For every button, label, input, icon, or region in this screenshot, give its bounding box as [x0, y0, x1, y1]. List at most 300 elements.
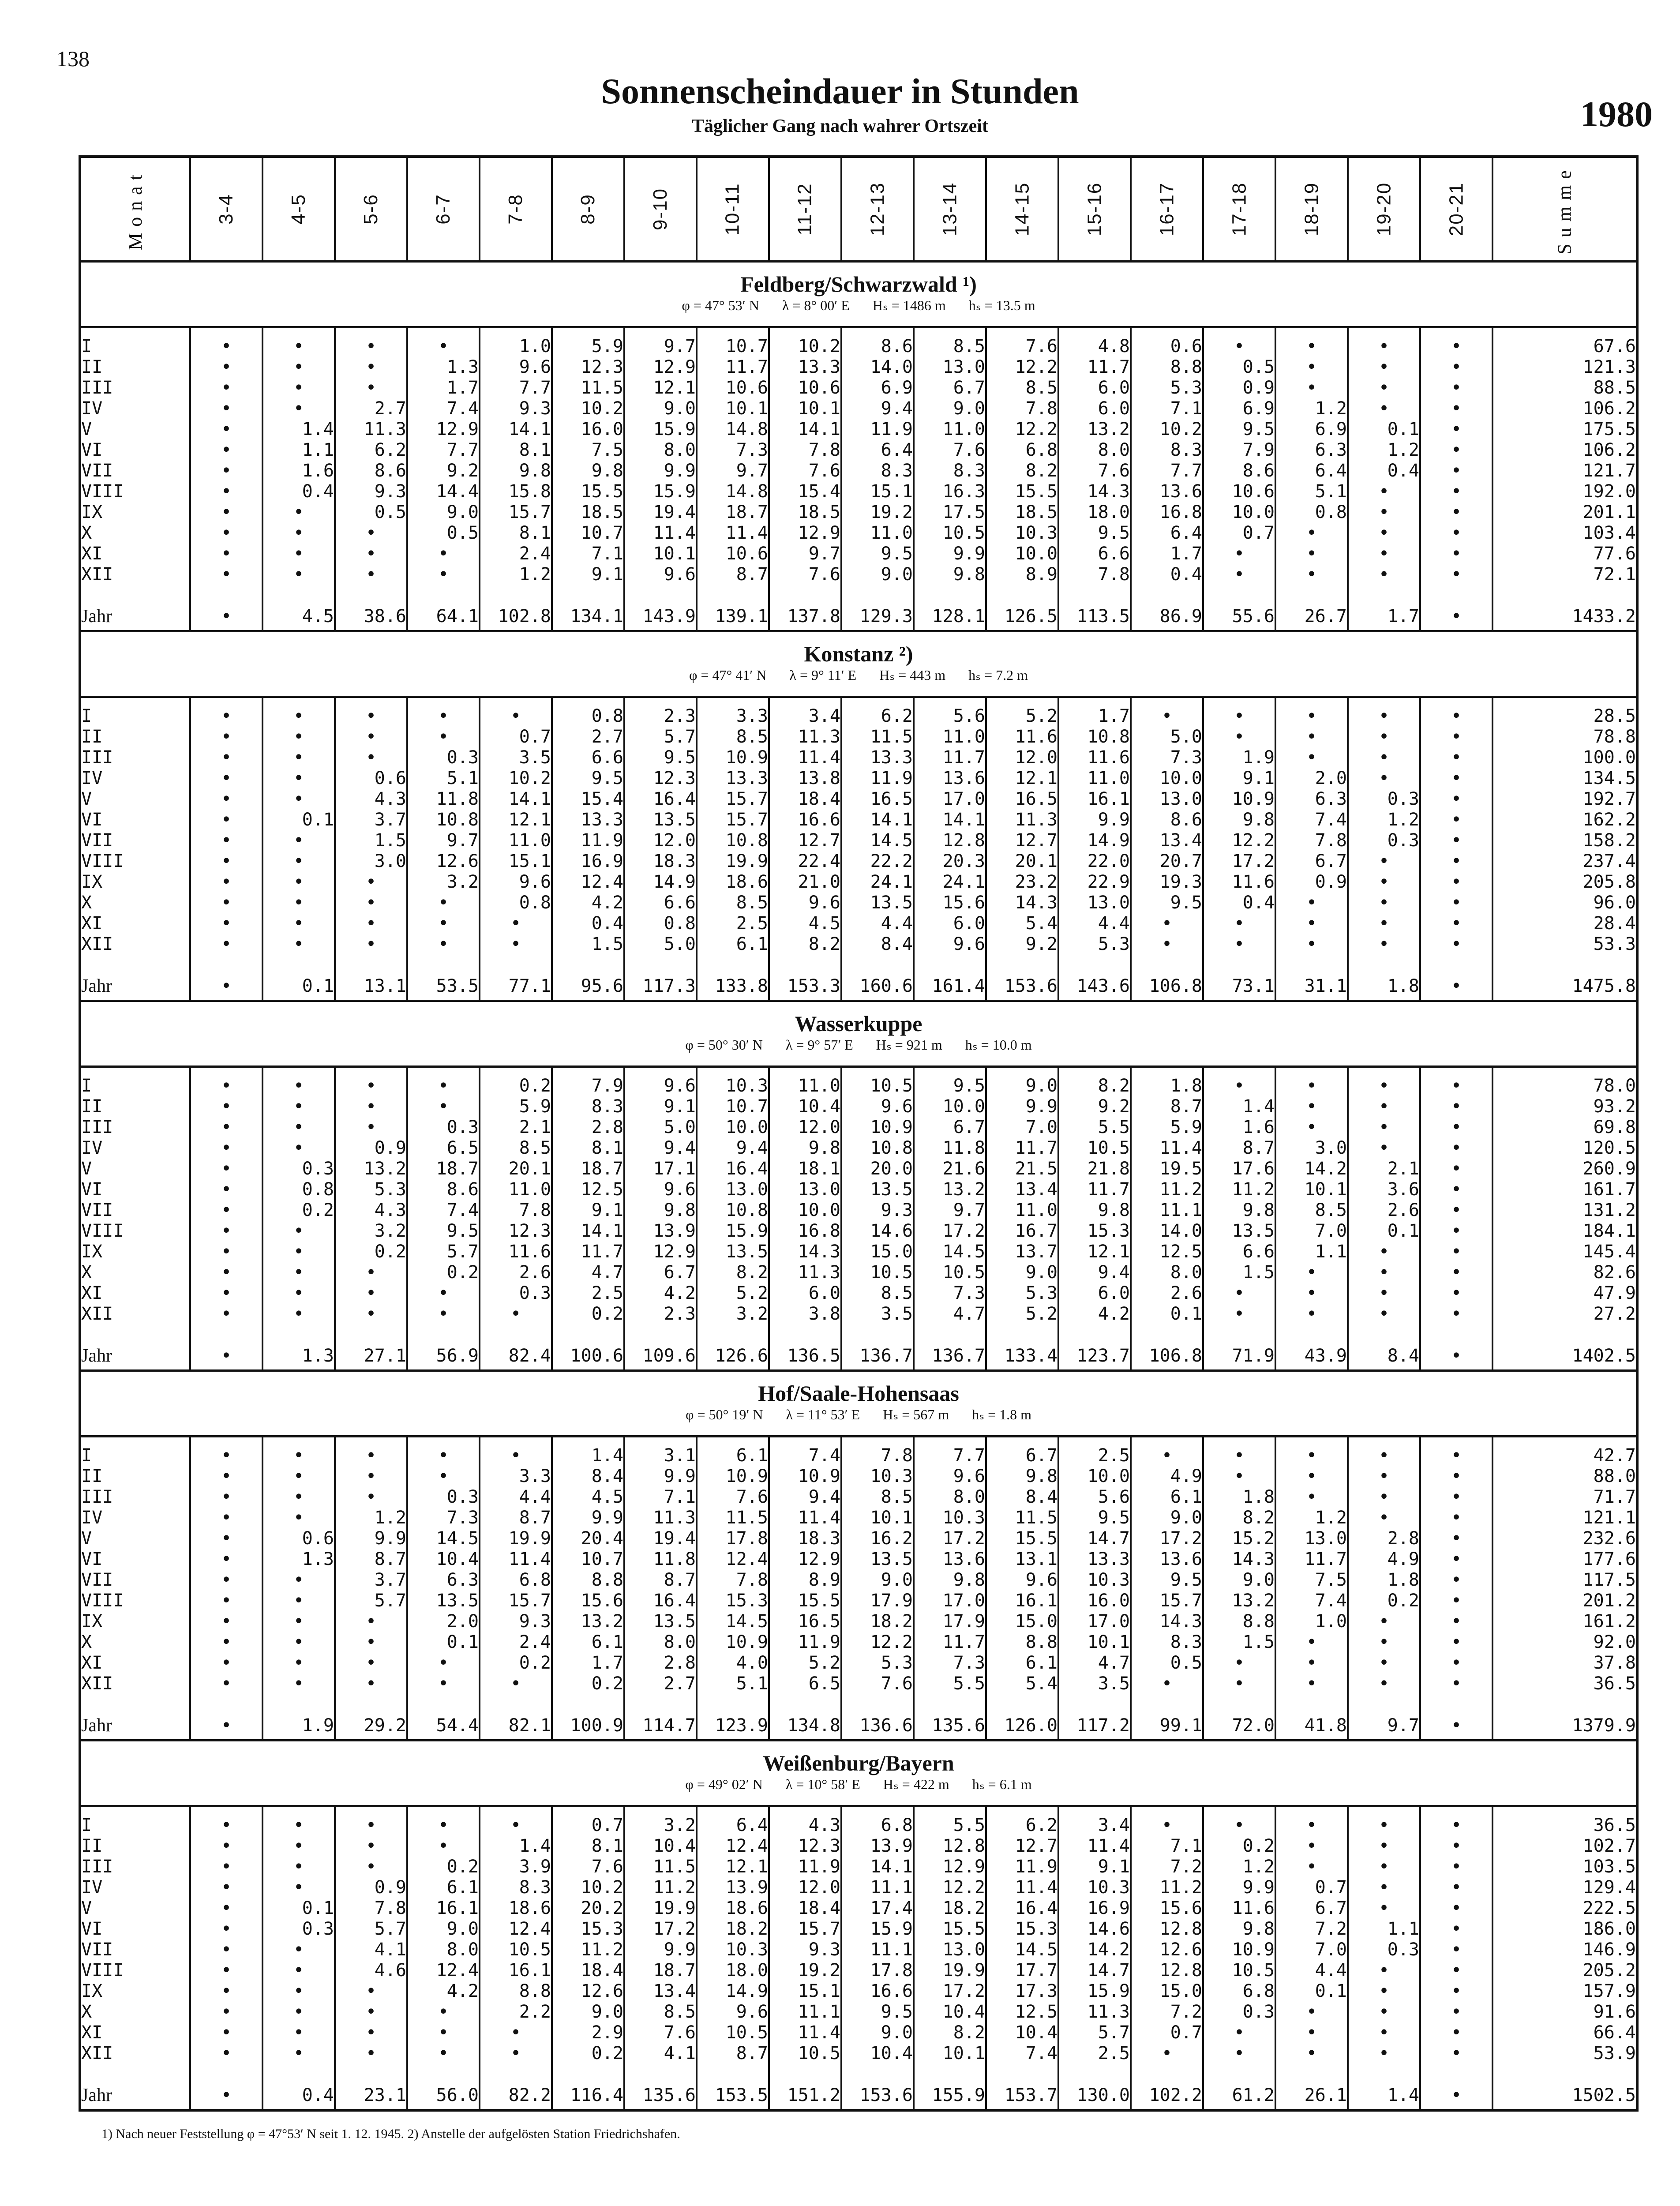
value-cell: 9.7	[624, 336, 697, 357]
value-cell: 12.4	[407, 1960, 480, 1981]
spacer-cell	[335, 697, 407, 706]
value-cell: 9.5	[1058, 523, 1131, 544]
value-cell: 6.1	[697, 934, 769, 955]
sum-cell: 121.3	[1492, 357, 1637, 378]
spacer-cell	[624, 1437, 697, 1446]
coordinate-value: Hₛ = 921 m	[876, 1037, 942, 1053]
sum-cell: 158.2	[1492, 830, 1637, 851]
header-hour-label: 14-15	[1011, 182, 1033, 236]
year-value-cell: 114.7	[624, 1712, 697, 1741]
value-cell: 10.3	[841, 1466, 914, 1487]
value-cell: 15.9	[697, 1221, 769, 1242]
month-cell: VII	[80, 830, 190, 851]
value-cell: 14.1	[769, 419, 841, 440]
year-value-cell: 43.9	[1275, 1342, 1348, 1371]
value-cell: 8.4	[986, 1487, 1058, 1508]
value-cell: •	[262, 1304, 335, 1324]
spacer-cell	[1203, 1067, 1275, 1076]
value-cell: •	[1348, 1096, 1420, 1117]
value-cell: 10.0	[986, 544, 1058, 564]
sum-cell: 78.0	[1492, 1076, 1637, 1096]
value-cell: •	[262, 789, 335, 810]
page-number: 138	[56, 46, 90, 71]
year-value-cell: 82.2	[480, 2082, 552, 2110]
spacer-cell	[190, 1067, 262, 1076]
value-cell: 14.8	[697, 419, 769, 440]
value-cell: •	[262, 398, 335, 419]
value-cell: 9.1	[1203, 768, 1275, 789]
table-row	[80, 461, 1637, 481]
spacer-cell	[262, 1806, 335, 1816]
value-cell: 6.7	[1275, 1898, 1348, 1919]
value-cell: •	[190, 830, 262, 851]
value-cell: •	[1131, 934, 1203, 955]
year-value-cell: 27.1	[335, 1342, 407, 1371]
value-cell: 7.3	[407, 1508, 480, 1528]
value-cell: •	[1348, 706, 1420, 727]
value-cell: 17.8	[841, 1960, 914, 1981]
spacer-cell	[1058, 327, 1131, 337]
spacer-cell	[407, 1694, 480, 1712]
value-cell: 1.8	[1203, 1487, 1275, 1508]
table-row	[80, 706, 1637, 727]
value-cell: 1.5	[1203, 1632, 1275, 1653]
value-cell: •	[407, 336, 480, 357]
value-cell: •	[190, 1836, 262, 1857]
spacer-cell	[480, 585, 552, 603]
coordinates-cell	[80, 667, 1637, 697]
spacer-cell	[841, 1806, 914, 1816]
value-cell: 7.4	[769, 1445, 841, 1466]
value-cell: 7.2	[1275, 1919, 1348, 1940]
value-cell: 8.8	[480, 1981, 552, 2002]
value-cell: •	[1348, 2002, 1420, 2022]
value-cell: 11.4	[769, 1508, 841, 1528]
year-value-cell: 136.7	[841, 1342, 914, 1371]
value-cell: 9.0	[841, 564, 914, 585]
value-cell: •	[1275, 544, 1348, 564]
spacer-cell	[1058, 1806, 1131, 1816]
value-cell: 16.1	[480, 1960, 552, 1981]
value-cell: •	[1420, 1508, 1492, 1528]
value-cell: 3.5	[480, 747, 552, 768]
value-cell: 14.5	[914, 1242, 986, 1262]
coordinate-value: hₛ = 10.0 m	[965, 1037, 1032, 1053]
year-sum-cell: 1475.8	[1492, 972, 1637, 1001]
value-cell: 0.2	[552, 1304, 624, 1324]
spacer-cell	[80, 585, 190, 603]
table-header-row	[80, 157, 1637, 262]
year-value-cell: 126.6	[697, 1342, 769, 1371]
value-cell: 15.0	[841, 1242, 914, 1262]
spacer-cell	[1492, 2064, 1637, 2082]
spacer-cell	[914, 2064, 986, 2082]
value-cell: 1.4	[552, 1445, 624, 1466]
value-cell: •	[1348, 1283, 1420, 1304]
value-cell: •	[1131, 1815, 1203, 1836]
value-cell: •	[1420, 2002, 1492, 2022]
year-value-cell: 126.0	[986, 1712, 1058, 1741]
value-cell: 8.3	[1131, 440, 1203, 461]
value-cell: 5.7	[1058, 2022, 1131, 2043]
value-cell: •	[335, 727, 407, 747]
spacer-cell	[552, 1806, 624, 1816]
spacer-cell	[1275, 955, 1348, 972]
value-cell: 9.7	[769, 544, 841, 564]
spacer-cell	[697, 1437, 769, 1446]
value-cell: 16.9	[1058, 1898, 1131, 1919]
value-cell: 13.5	[841, 1179, 914, 1200]
value-cell: 1.9	[1203, 747, 1275, 768]
sum-cell: 69.8	[1492, 1117, 1637, 1138]
value-cell: •	[1420, 564, 1492, 585]
value-cell: 7.4	[407, 1200, 480, 1221]
value-cell: 0.9	[1275, 872, 1348, 893]
value-cell: 9.5	[1131, 893, 1203, 913]
value-cell: •	[1275, 893, 1348, 913]
value-cell: •	[1420, 1445, 1492, 1466]
sum-cell: 117.5	[1492, 1570, 1637, 1591]
value-cell: 16.4	[986, 1898, 1058, 1919]
value-cell: 0.1	[262, 1898, 335, 1919]
month-cell: VII	[80, 461, 190, 481]
header-sum	[1492, 157, 1637, 262]
value-cell: •	[1275, 1304, 1348, 1324]
value-cell: 7.6	[697, 1487, 769, 1508]
value-cell: 9.5	[552, 768, 624, 789]
value-cell: 2.5	[697, 913, 769, 934]
header-hour-label: 5-6	[360, 194, 382, 225]
value-cell: •	[1203, 2043, 1275, 2064]
value-cell: 12.2	[914, 1877, 986, 1898]
value-cell: •	[1203, 1076, 1275, 1096]
value-cell: 8.5	[624, 2002, 697, 2022]
spacer-cell	[624, 697, 697, 706]
value-cell: •	[1420, 1138, 1492, 1159]
spacer-cell	[190, 1694, 262, 1712]
spacer-cell	[624, 1067, 697, 1076]
value-cell: 12.7	[986, 1836, 1058, 1857]
spacer-cell	[986, 585, 1058, 603]
year-value-cell: 153.7	[986, 2082, 1058, 2110]
spacer-cell	[1348, 955, 1420, 972]
value-cell: 2.5	[1058, 1445, 1131, 1466]
value-cell: 14.3	[769, 1242, 841, 1262]
spacer-cell	[1131, 2064, 1203, 2082]
value-cell: •	[335, 872, 407, 893]
value-cell: 6.2	[841, 706, 914, 727]
value-cell: •	[1348, 398, 1420, 419]
value-cell: 13.3	[841, 747, 914, 768]
value-cell: 13.0	[1058, 893, 1131, 913]
value-cell: •	[190, 523, 262, 544]
year-value-cell: 135.6	[624, 2082, 697, 2110]
spacer-cell	[552, 697, 624, 706]
value-cell: •	[190, 810, 262, 830]
value-cell: 1.2	[1275, 1508, 1348, 1528]
value-cell: 7.2	[1131, 1857, 1203, 1877]
value-cell: 0.1	[1348, 419, 1420, 440]
value-cell: 10.2	[552, 1877, 624, 1898]
table-row	[80, 830, 1637, 851]
value-cell: 4.9	[1348, 1549, 1420, 1570]
value-cell: •	[1420, 810, 1492, 830]
value-cell: 11.7	[1058, 357, 1131, 378]
value-cell: 9.1	[552, 1200, 624, 1221]
value-cell: 11.7	[552, 1242, 624, 1262]
value-cell: 3.6	[1348, 1179, 1420, 1200]
value-cell: •	[190, 1159, 262, 1179]
value-cell: 4.9	[1131, 1466, 1203, 1487]
value-cell: 7.4	[986, 2043, 1058, 2064]
value-cell: •	[1420, 1549, 1492, 1570]
spacer-cell	[1348, 1067, 1420, 1076]
value-cell: 19.9	[697, 851, 769, 872]
value-cell: 8.0	[1131, 1262, 1203, 1283]
value-cell: •	[1275, 378, 1348, 398]
value-cell: 1.2	[1203, 1857, 1275, 1877]
spacer-cell	[480, 2064, 552, 2082]
value-cell: 3.2	[407, 872, 480, 893]
value-cell: •	[335, 706, 407, 727]
value-cell: 7.6	[986, 336, 1058, 357]
value-cell: 17.8	[697, 1528, 769, 1549]
value-cell: •	[407, 893, 480, 913]
value-cell: 9.9	[986, 1096, 1058, 1117]
value-cell: •	[262, 336, 335, 357]
value-cell: 5.1	[1275, 481, 1348, 502]
value-cell: 9.6	[986, 1570, 1058, 1591]
value-cell: •	[1275, 1096, 1348, 1117]
year-value-cell: 123.7	[1058, 1342, 1131, 1371]
station-name: Weißenburg/Bayern	[80, 1741, 1637, 1776]
value-cell: 3.0	[1275, 1138, 1348, 1159]
value-cell: •	[1275, 1445, 1348, 1466]
value-cell: 0.8	[624, 913, 697, 934]
year-value-cell: 61.2	[1203, 2082, 1275, 2110]
value-cell: 11.6	[1203, 872, 1275, 893]
value-cell: 18.3	[624, 851, 697, 872]
value-cell: 0.5	[335, 502, 407, 523]
value-cell: 7.9	[552, 1076, 624, 1096]
value-cell: 15.7	[480, 1591, 552, 1611]
value-cell: 16.3	[914, 481, 986, 502]
year-value-cell: •	[1420, 2082, 1492, 2110]
value-cell: 1.0	[480, 336, 552, 357]
value-cell: 7.8	[697, 1570, 769, 1591]
value-cell: 11.0	[480, 830, 552, 851]
value-cell: •	[190, 747, 262, 768]
value-cell: •	[1420, 1653, 1492, 1673]
spacer-cell	[1203, 2064, 1275, 2082]
year-value-cell: 56.0	[407, 2082, 480, 2110]
value-cell: 8.6	[1131, 810, 1203, 830]
value-cell: 5.0	[1131, 727, 1203, 747]
value-cell: 0.2	[407, 1262, 480, 1283]
sum-cell: 88.0	[1492, 1466, 1637, 1487]
value-cell: •	[335, 1304, 407, 1324]
value-cell: •	[1348, 1632, 1420, 1653]
month-cell: IV	[80, 398, 190, 419]
value-cell: 18.4	[769, 789, 841, 810]
value-cell: •	[335, 523, 407, 544]
value-cell: 6.7	[1275, 851, 1348, 872]
value-cell: 8.0	[624, 1632, 697, 1653]
year-value-cell: 71.9	[1203, 1342, 1275, 1371]
value-cell: •	[190, 1940, 262, 1960]
value-cell: 11.4	[480, 1549, 552, 1570]
spacer-cell	[1203, 955, 1275, 972]
value-cell: •	[335, 1653, 407, 1673]
value-cell: 15.0	[986, 1611, 1058, 1632]
value-cell: •	[407, 1653, 480, 1673]
table-row	[80, 357, 1637, 378]
value-cell: 17.2	[914, 1981, 986, 2002]
value-cell: 0.8	[1275, 502, 1348, 523]
value-cell: 13.3	[769, 357, 841, 378]
value-cell: •	[335, 913, 407, 934]
value-cell: •	[1275, 1466, 1348, 1487]
year-value-cell: 123.9	[697, 1712, 769, 1741]
month-cell: IV	[80, 1508, 190, 1528]
month-cell: VIII	[80, 1960, 190, 1981]
header-hour-label: 11-12	[794, 183, 816, 236]
yrgap-row	[80, 1324, 1637, 1342]
value-cell: 5.9	[1131, 1117, 1203, 1138]
value-cell: 16.9	[552, 851, 624, 872]
value-cell: 8.9	[769, 1570, 841, 1591]
value-cell: 13.2	[552, 1611, 624, 1632]
value-cell: 10.7	[697, 336, 769, 357]
value-cell: 9.8	[1058, 1200, 1131, 1221]
value-cell: 10.8	[697, 830, 769, 851]
value-cell: 9.6	[624, 564, 697, 585]
value-cell: 12.0	[769, 1877, 841, 1898]
value-cell: 12.1	[480, 810, 552, 830]
value-cell: 6.0	[1058, 1283, 1131, 1304]
value-cell: 18.0	[697, 1960, 769, 1981]
value-cell: 12.4	[552, 872, 624, 893]
value-cell: 11.1	[769, 2002, 841, 2022]
value-cell: 13.2	[914, 1179, 986, 1200]
spacer-cell	[1420, 1437, 1492, 1446]
value-cell: 6.0	[1058, 378, 1131, 398]
table-row	[80, 1877, 1637, 1898]
value-cell: •	[1348, 893, 1420, 913]
value-cell: •	[1420, 523, 1492, 544]
value-cell: •	[1348, 2043, 1420, 2064]
header-hour-label: 3-4	[215, 194, 237, 225]
value-cell: •	[1420, 1200, 1492, 1221]
value-cell: •	[1420, 419, 1492, 440]
spacer-cell	[552, 1437, 624, 1446]
value-cell: 1.8	[1131, 1076, 1203, 1096]
value-cell: •	[1203, 1283, 1275, 1304]
value-cell: •	[190, 1221, 262, 1242]
sum-cell: 78.8	[1492, 727, 1637, 747]
year-value-cell: 160.6	[841, 972, 914, 1001]
value-cell: •	[1420, 1919, 1492, 1940]
value-cell: 8.7	[697, 564, 769, 585]
value-cell: 6.1	[552, 1632, 624, 1653]
value-cell: 14.6	[1058, 1919, 1131, 1940]
value-cell: •	[1348, 378, 1420, 398]
value-cell: 11.1	[1131, 1200, 1203, 1221]
value-cell: •	[1203, 1304, 1275, 1324]
value-cell: •	[1420, 830, 1492, 851]
header-hour	[841, 157, 914, 262]
value-cell: 9.4	[841, 398, 914, 419]
table-row	[80, 1096, 1637, 1117]
value-cell: 9.9	[624, 1940, 697, 1960]
value-cell: 3.0	[335, 851, 407, 872]
value-cell: •	[1420, 789, 1492, 810]
month-cell: IV	[80, 768, 190, 789]
value-cell: 21.0	[769, 872, 841, 893]
value-cell: 8.1	[552, 1836, 624, 1857]
value-cell: 22.4	[769, 851, 841, 872]
sum-cell: 91.6	[1492, 2002, 1637, 2022]
table-row	[80, 1445, 1637, 1466]
month-cell: XI	[80, 2022, 190, 2043]
value-cell: 8.4	[841, 934, 914, 955]
value-cell: •	[1420, 1096, 1492, 1117]
spacer-cell	[624, 1806, 697, 1816]
value-cell: 9.0	[1203, 1570, 1275, 1591]
value-cell: 1.5	[335, 830, 407, 851]
value-cell: •	[1275, 1857, 1348, 1877]
value-cell: 8.8	[552, 1570, 624, 1591]
value-cell: •	[190, 1262, 262, 1283]
spacer-cell	[1348, 327, 1420, 337]
year-value-cell: •	[190, 1712, 262, 1741]
value-cell: 9.8	[769, 1138, 841, 1159]
value-cell: •	[1420, 1528, 1492, 1549]
year-value-cell: 73.1	[1203, 972, 1275, 1001]
value-cell: 14.0	[841, 357, 914, 378]
station-header	[80, 1001, 1637, 1037]
station-name: Wasserkuppe	[80, 1001, 1637, 1037]
year-value-cell: 143.9	[624, 603, 697, 631]
value-cell: 3.8	[769, 1304, 841, 1324]
value-cell: 17.0	[1058, 1611, 1131, 1632]
gap-row	[80, 697, 1637, 706]
value-cell: 0.4	[1131, 564, 1203, 585]
value-cell: 15.5	[986, 1528, 1058, 1549]
value-cell: 6.4	[1131, 523, 1203, 544]
value-cell: •	[190, 2043, 262, 2064]
value-cell: 9.0	[1131, 1508, 1203, 1528]
value-cell: •	[335, 2043, 407, 2064]
header-hour	[190, 157, 262, 262]
value-cell: 4.1	[624, 2043, 697, 2064]
value-cell: •	[407, 1283, 480, 1304]
value-cell: •	[1348, 523, 1420, 544]
value-cell: 0.4	[262, 481, 335, 502]
yrgap-row	[80, 1694, 1637, 1712]
value-cell: 0.3	[407, 747, 480, 768]
spacer-cell	[769, 585, 841, 603]
value-cell: •	[1420, 1242, 1492, 1262]
table-row	[80, 789, 1637, 810]
value-cell: •	[1420, 544, 1492, 564]
value-cell: 15.1	[769, 1981, 841, 2002]
value-cell: •	[1420, 1836, 1492, 1857]
value-cell: 9.8	[914, 1570, 986, 1591]
value-cell: 8.5	[986, 378, 1058, 398]
value-cell: 14.7	[1058, 1960, 1131, 1981]
spacer-cell	[1348, 1324, 1420, 1342]
